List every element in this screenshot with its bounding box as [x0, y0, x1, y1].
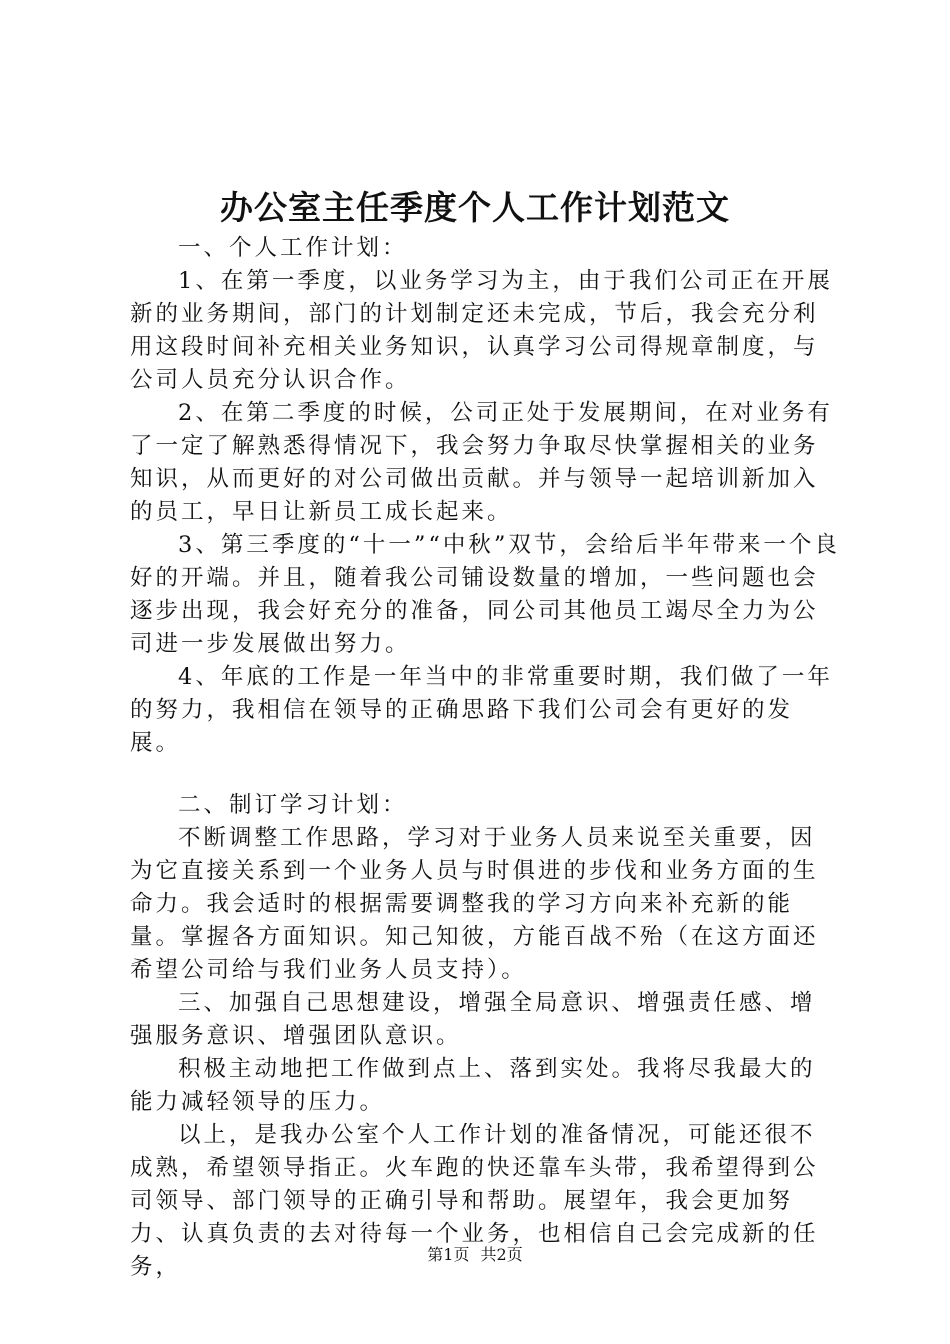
document-body [130, 232, 840, 1284]
page-total: 共2页 [480, 1245, 523, 1264]
paragraph-q4: 4、年底的工作是一年当中的非常重要时期，我们做了一年的努力，我相信在领导的正确思路下我们公司会有更好的发展。 [130, 664, 833, 756]
paragraph-q3: 3、第三季度的“十一”“中秋”双节，会给后半年带来一个良好的开端。并且，随着我公司铺设数量的增加，一些问题也会逐步出现，我会好充分的准备，同公司其他员工竭尽全力为公司进一步发展做出努力。 [130, 532, 840, 657]
paragraph-study: 不断调整工作思路，学习对于业务人员来说至关重要，因为它直接关系到一个业务人员与时俱进的步伐和业务方面的生命力。我会适时的根据需要调整我的学习方向来补充新的能量。掌握各方面知识。知己知彼，方能百战不殆（在这方面还希望公司给与我们业务人员支持）。 [130, 825, 819, 983]
paragraph-thought-building: 三、加强自己思想建设，增强全局意识、增强责任感、增强服务意识、增强团队意识。 [130, 990, 816, 1049]
paragraph-initiative: 积极主动地把工作做到点上、落到实处。我将尽我最大的能力减轻领导的压力。 [130, 1056, 816, 1115]
page-footer [0, 1243, 950, 1267]
section-heading-work-plan: 一、个人工作计划： [178, 235, 408, 261]
paragraph-q2: 2、在第二季度的时候，公司正处于发展期间，在对业务有了一定了解熟悉得情况下，我会努力争取尽快掌握相关的业务知识，从而更好的对公司做出贡献。并与领导一起培训新加入的员工，早日让新员工成长起来。 [130, 400, 833, 525]
paragraph-q1: 1、在第一季度，以业务学习为主，由于我们公司正在开展新的业务期间，部门的计划制定还未完成，节后，我会充分利用这段时间补充相关业务知识，认真学习公司得规章制度，与公司人员充分认识合作。 [130, 268, 833, 393]
page-number: 第1页 [427, 1245, 470, 1264]
document-title: 办公室主任季度个人工作计划范文 [220, 188, 730, 227]
paragraph-conclusion: 以上，是我办公室个人工作计划的准备情况，可能还很不成熟，希望领导指正。火车跑的快还靠车头带，我希望得到公司领导、部门领导的正确引导和帮助。展望年，我会更加努力、认真负责的去对待每一个业务，也相信自己会完成新的任务， [130, 1122, 819, 1280]
section-heading-study-plan: 二、制订学习计划： [178, 792, 408, 818]
